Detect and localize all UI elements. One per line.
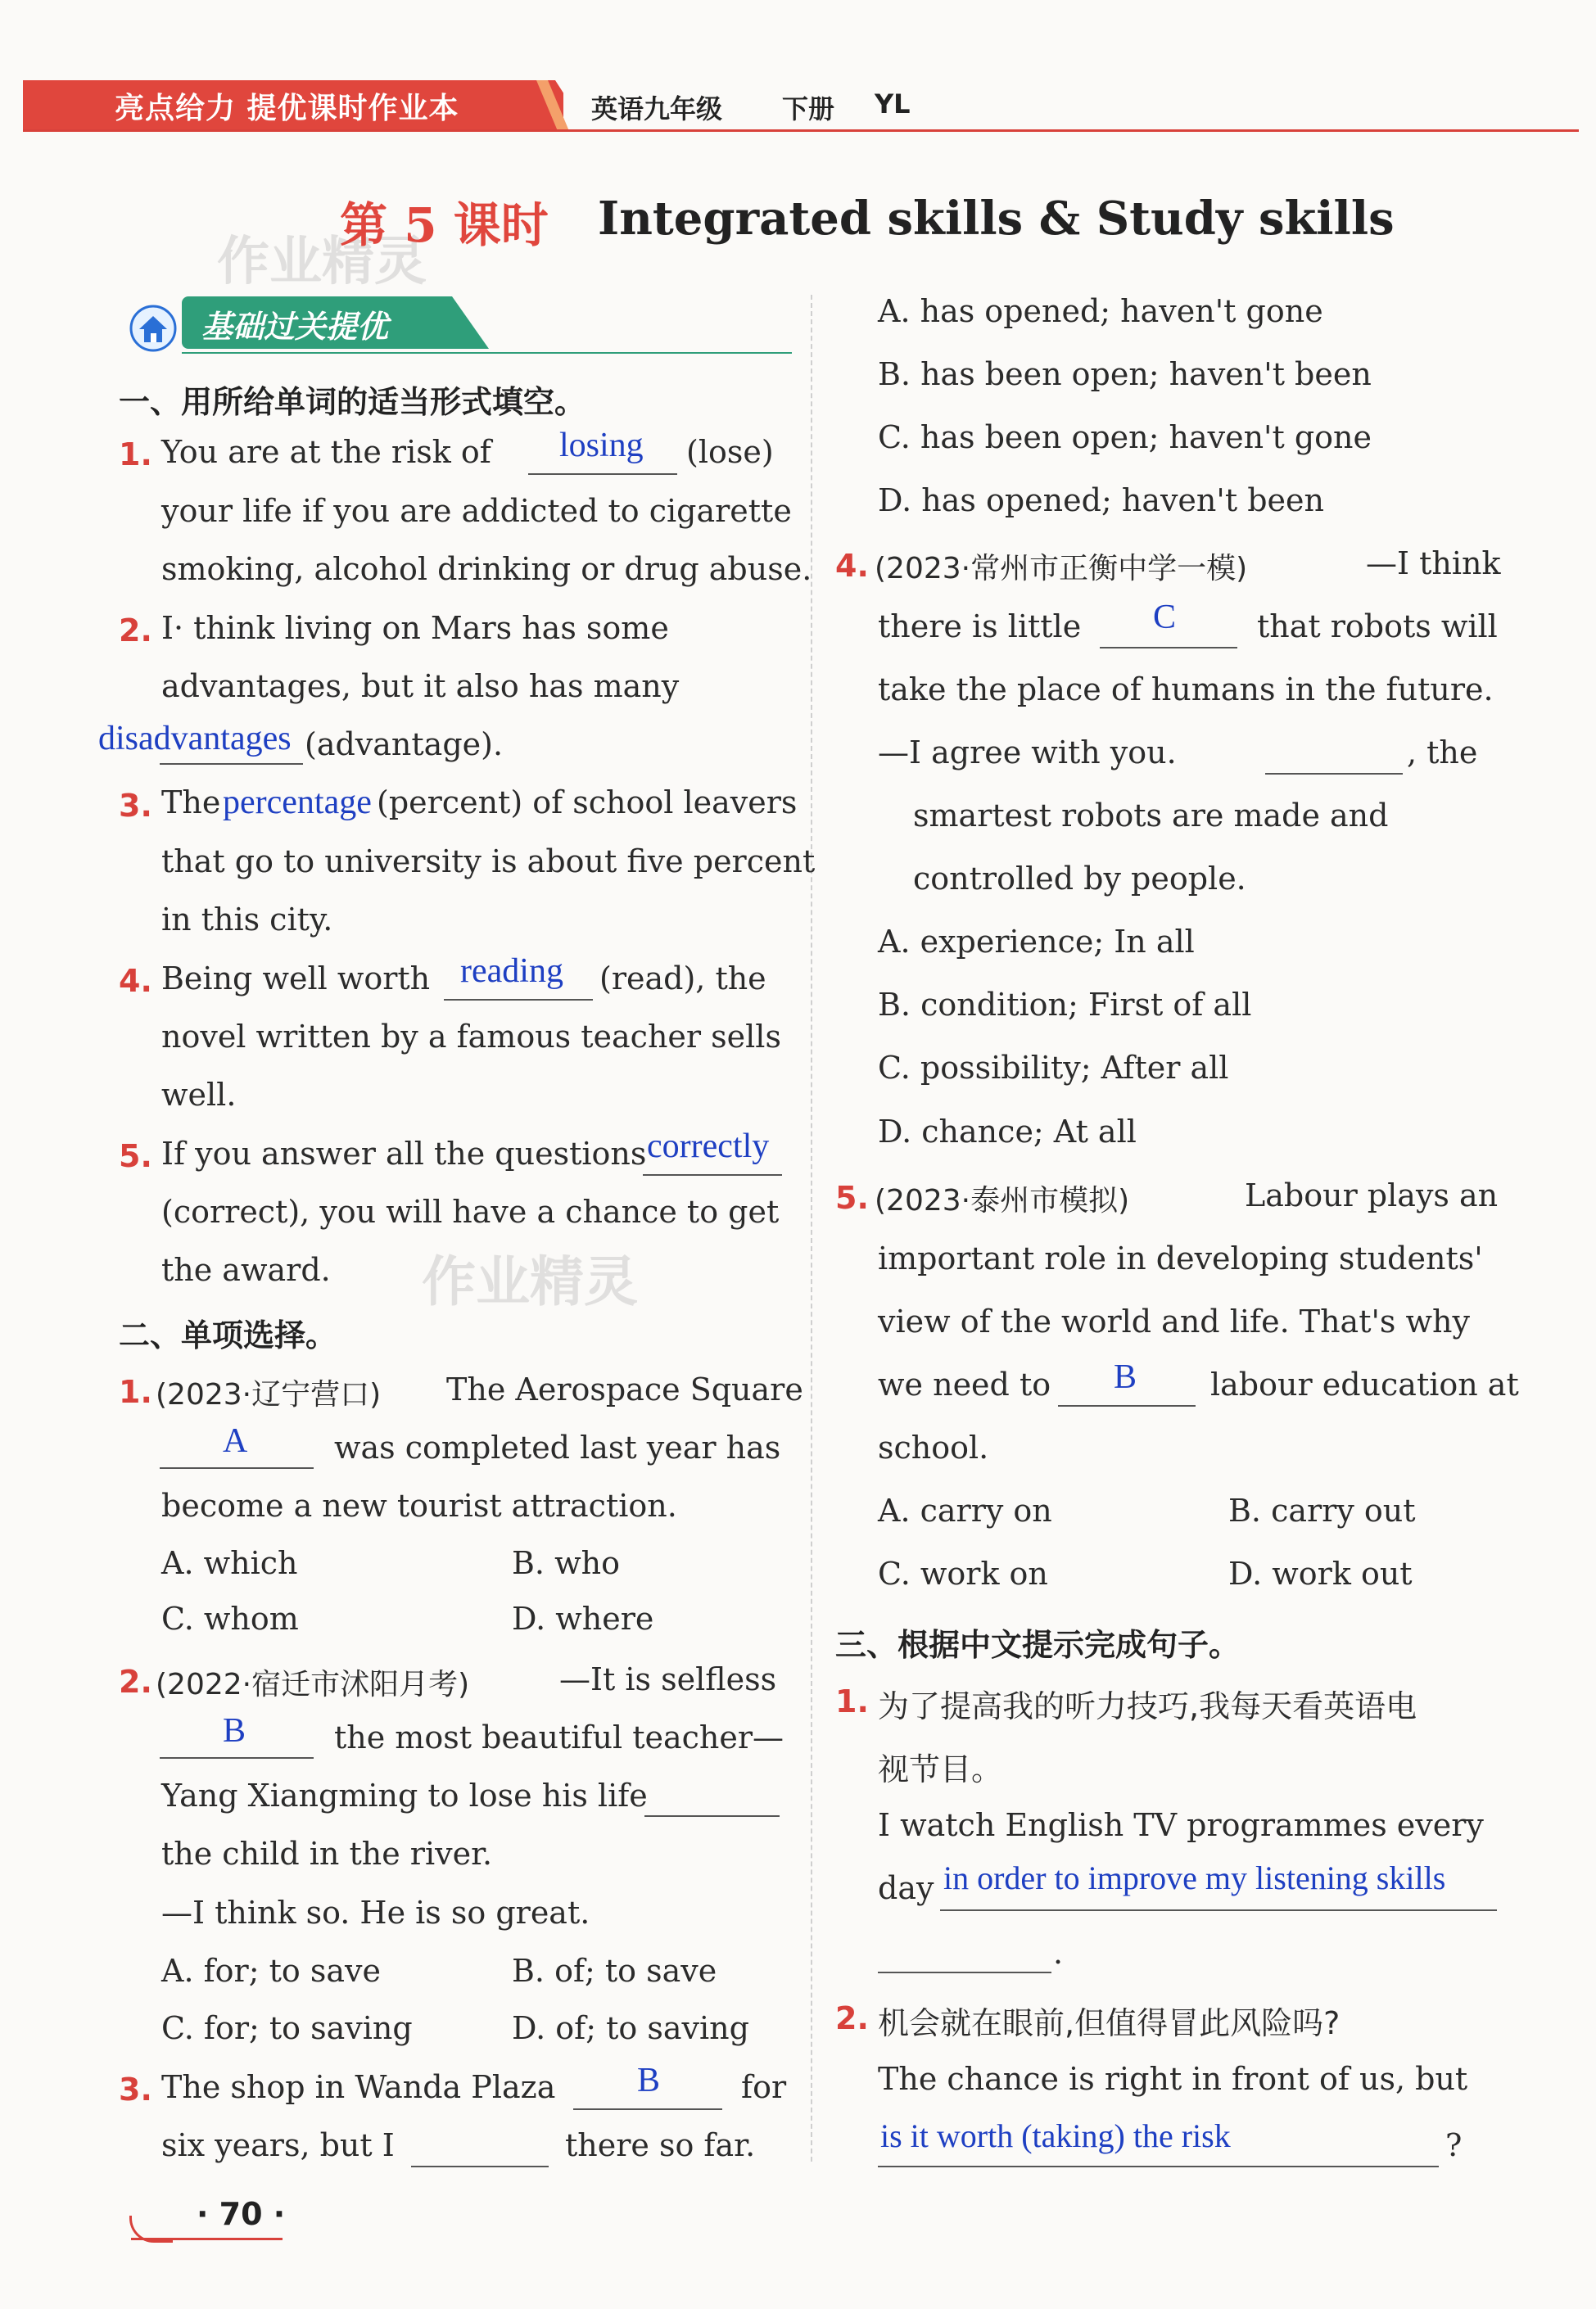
option-d[interactable]: D. chance; At all bbox=[878, 1114, 1137, 1150]
option-b[interactable]: B. has been open; haven't been bbox=[878, 356, 1372, 392]
watermark: 作业精灵 bbox=[422, 1250, 638, 1313]
house-icon bbox=[129, 305, 177, 352]
answer-blank bbox=[643, 1174, 782, 1176]
section-banner-text: 基础过关提优 bbox=[201, 309, 389, 345]
question-text: your life if you are addicted to cigarette bbox=[161, 493, 792, 529]
question-text: school. bbox=[878, 1430, 989, 1466]
banner-rule bbox=[182, 352, 792, 354]
answer-text: B bbox=[1114, 1358, 1137, 1396]
answer-text: is it worth (taking) the risk bbox=[880, 2117, 1231, 2154]
question-text: (lose) bbox=[686, 434, 774, 470]
question-text: labour education at bbox=[1210, 1367, 1519, 1403]
question-text: Labour plays an bbox=[1245, 1177, 1499, 1213]
question-text: Yang Xiangming to lose his life bbox=[161, 1778, 648, 1814]
question-text: that go to university is about five percent bbox=[161, 843, 816, 879]
question-text: —I agree with you. bbox=[878, 734, 1177, 770]
question-text: The chance is right in front of us, but bbox=[878, 2061, 1468, 2097]
answer-blank bbox=[160, 763, 303, 765]
question-text: . bbox=[1053, 1935, 1064, 1971]
answer-text: B bbox=[223, 1712, 246, 1750]
option-b[interactable]: B. of; to save bbox=[512, 1953, 717, 1989]
option-c[interactable]: C. work on bbox=[878, 1556, 1048, 1592]
question-text: for bbox=[741, 2069, 787, 2105]
answer-blank bbox=[644, 1815, 780, 1817]
question-text: six years, but I bbox=[161, 2127, 395, 2163]
answer-text: correctly bbox=[647, 1127, 770, 1165]
option-d[interactable]: D. work out bbox=[1228, 1556, 1413, 1592]
option-b[interactable]: B. carry out bbox=[1228, 1493, 1416, 1529]
question-text: I· think living on Mars has some bbox=[161, 610, 669, 646]
option-c[interactable]: C. whom bbox=[161, 1601, 299, 1637]
question-text: the award. bbox=[161, 1252, 331, 1288]
section3-heading: 三、根据中文提示完成句子。 bbox=[835, 1627, 1241, 1663]
answer-text: reading bbox=[460, 952, 563, 990]
question-text: (advantage). bbox=[305, 726, 504, 762]
answer-text: in order to improve my listening skills bbox=[943, 1859, 1446, 1896]
answer-text: B bbox=[637, 2062, 661, 2099]
option-a[interactable]: A. for; to save bbox=[161, 1953, 381, 1989]
option-c[interactable]: C. has been open; haven't gone bbox=[878, 419, 1372, 455]
question-text: (correct), you will have a chance to get bbox=[161, 1194, 780, 1230]
option-a[interactable]: A. carry on bbox=[878, 1493, 1052, 1529]
question-number: 4. bbox=[835, 548, 869, 584]
question-text: in this city. bbox=[161, 901, 333, 938]
question-text: The shop in Wanda Plaza bbox=[161, 2069, 556, 2105]
question-text: there is little bbox=[878, 608, 1082, 644]
answer-blank bbox=[528, 473, 677, 475]
question-chinese: 视节目。 bbox=[878, 1751, 1003, 1787]
option-d[interactable]: D. of; to saving bbox=[512, 2010, 749, 2046]
question-number: 5. bbox=[119, 1138, 152, 1174]
question-number: 4. bbox=[119, 963, 152, 999]
option-d[interactable]: D. has opened; haven't been bbox=[878, 482, 1324, 518]
option-d[interactable]: D. where bbox=[512, 1601, 654, 1637]
question-text: controlled by people. bbox=[913, 861, 1246, 897]
question-text: (read), the bbox=[599, 960, 766, 996]
answer-text: losing bbox=[559, 427, 644, 464]
question-number: 2. bbox=[119, 612, 152, 648]
option-a[interactable]: A. has opened; haven't gone bbox=[878, 293, 1323, 329]
question-text: I watch English TV programmes every bbox=[878, 1807, 1484, 1843]
question-text: we need to bbox=[878, 1367, 1051, 1403]
question-text: Being well worth bbox=[161, 960, 431, 996]
answer-text: A bbox=[223, 1422, 248, 1460]
question-text: was completed last year has bbox=[334, 1430, 781, 1466]
answer-blank bbox=[878, 2166, 1439, 2167]
footer-rule bbox=[131, 2238, 283, 2240]
question-chinese: 为了提高我的听力技巧,我每天看英语电 bbox=[878, 1688, 1417, 1724]
question-text: —It is selfless bbox=[559, 1661, 777, 1697]
question-chinese: 机会就在眼前,但值得冒此风险吗? bbox=[878, 2005, 1341, 2041]
question-number: 1. bbox=[119, 1374, 152, 1410]
question-source: (2023·辽宁营口) bbox=[156, 1378, 382, 1412]
question-text: take the place of humans in the future. bbox=[878, 671, 1494, 707]
question-text: If you answer all the questions bbox=[161, 1136, 647, 1172]
answer-text: percentage bbox=[223, 784, 372, 821]
section1-heading: 一、用所给单词的适当形式填空。 bbox=[119, 384, 586, 420]
question-number: 3. bbox=[119, 788, 152, 824]
watermark: 作业精灵 bbox=[217, 232, 427, 292]
header-volume: 下册 bbox=[782, 93, 835, 124]
question-text: ? bbox=[1445, 2127, 1463, 2163]
answer-blank bbox=[1100, 647, 1237, 648]
page-number: · 70 · bbox=[197, 2196, 286, 2232]
answer-blank bbox=[160, 1467, 314, 1469]
question-text: —I think so. He is so great. bbox=[161, 1895, 590, 1931]
answer-blank bbox=[411, 2166, 549, 2167]
question-source: (2023·泰州市模拟) bbox=[875, 1184, 1130, 1218]
answer-blank bbox=[1058, 1405, 1196, 1407]
question-number: 1. bbox=[119, 436, 152, 472]
question-text: well. bbox=[161, 1077, 237, 1113]
question-text: day bbox=[878, 1870, 934, 1906]
question-text: (percent) of school leavers bbox=[377, 784, 798, 820]
question-source: (2023·常州市正衡中学一模) bbox=[875, 552, 1248, 585]
option-a[interactable]: A. which bbox=[161, 1545, 298, 1581]
option-c[interactable]: C. for; to saving bbox=[161, 2010, 413, 2046]
option-c[interactable]: C. possibility; After all bbox=[878, 1050, 1229, 1086]
question-text: the child in the river. bbox=[161, 1836, 493, 1872]
answer-blank bbox=[940, 1909, 1497, 1911]
question-text: You are at the risk of bbox=[161, 434, 491, 470]
question-number: 2. bbox=[835, 2000, 869, 2036]
header-rule bbox=[23, 129, 1579, 132]
question-number: 2. bbox=[119, 1664, 152, 1700]
question-number: 5. bbox=[835, 1180, 869, 1216]
question-text: smoking, alcohol drinking or drug abuse. bbox=[161, 551, 812, 587]
question-text: advantages, but it also has many bbox=[161, 668, 680, 704]
answer-blank bbox=[444, 999, 593, 1001]
header-edition: YL bbox=[875, 88, 911, 120]
question-text: that robots will bbox=[1257, 608, 1498, 644]
header-subject: 英语九年级 bbox=[591, 93, 723, 124]
question-text: the most beautiful teacher— bbox=[334, 1719, 784, 1755]
answer-text: C bbox=[1153, 599, 1177, 636]
question-text: novel written by a famous teacher sells bbox=[161, 1019, 781, 1055]
question-text: view of the world and life. That's why bbox=[878, 1304, 1470, 1340]
question-text: there so far. bbox=[565, 2127, 756, 2163]
answer-blank bbox=[878, 1972, 1051, 1973]
option-b[interactable]: B. condition; First of all bbox=[878, 987, 1252, 1023]
option-a[interactable]: A. experience; In all bbox=[878, 924, 1195, 960]
question-text: important role in developing students' bbox=[878, 1240, 1483, 1277]
page-title: Integrated skills & Study skills bbox=[598, 192, 1395, 246]
question-number: 3. bbox=[119, 2072, 152, 2108]
header-brand: 亮点给力 提优课时作业本 bbox=[115, 92, 459, 125]
question-text: smartest robots are made and bbox=[913, 798, 1389, 834]
option-b[interactable]: B. who bbox=[512, 1545, 620, 1581]
question-text: —I think bbox=[1366, 545, 1501, 581]
question-text: become a new tourist attraction. bbox=[161, 1488, 677, 1524]
question-text: , the bbox=[1407, 734, 1478, 770]
answer-text: disadvantages bbox=[98, 720, 292, 757]
answer-blank bbox=[1265, 773, 1403, 775]
answer-blank bbox=[160, 1757, 314, 1759]
section2-heading: 二、单项选择。 bbox=[119, 1317, 337, 1353]
question-text: The bbox=[161, 784, 221, 820]
answer-blank bbox=[573, 2108, 722, 2110]
question-source: (2022·宿迁市沭阳月考) bbox=[156, 1668, 470, 1701]
question-text: The Aerospace Square bbox=[446, 1371, 803, 1408]
lesson-label: 第 5 课时 bbox=[340, 197, 549, 253]
question-number: 1. bbox=[835, 1683, 869, 1719]
